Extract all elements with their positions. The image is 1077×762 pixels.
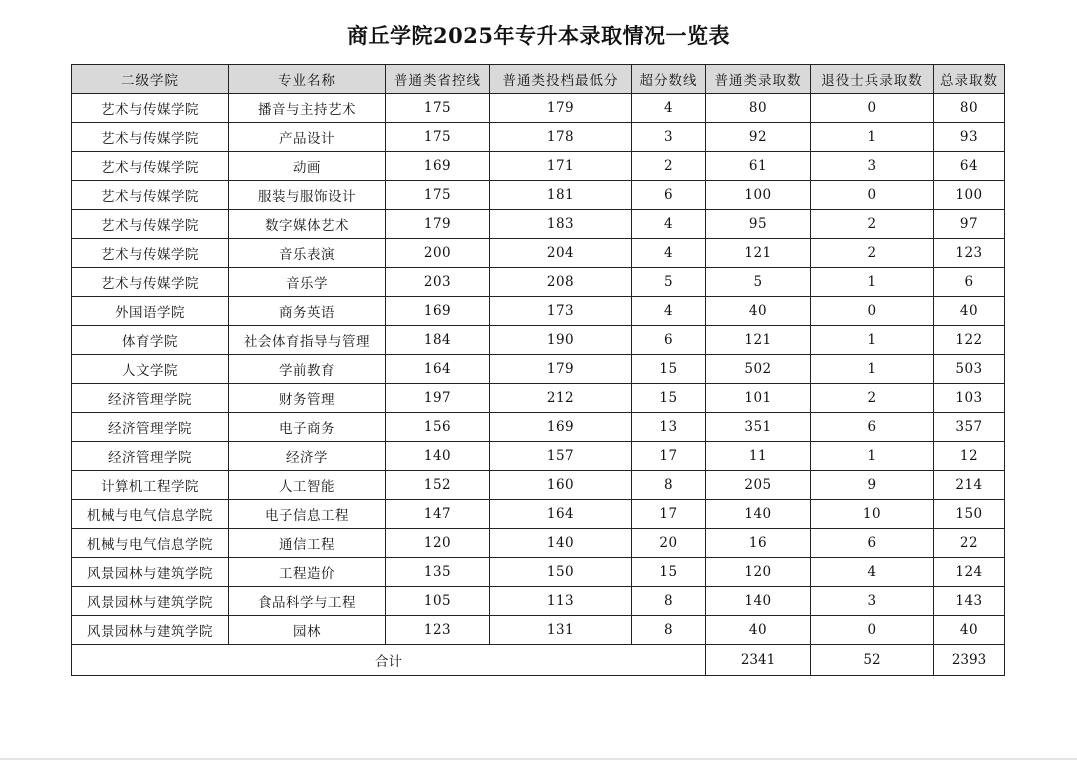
cell-min-score: 208: [490, 268, 632, 297]
cell-major: 音乐学: [229, 268, 386, 297]
cell-regular-admitted: 11: [706, 442, 811, 471]
cell-regular-admitted: 95: [706, 210, 811, 239]
cell-total-admitted: 214: [934, 471, 1005, 500]
cell-min-score: 160: [490, 471, 632, 500]
cell-min-score: 131: [490, 616, 632, 645]
cell-total-admitted: 40: [934, 616, 1005, 645]
column-header-control-line: 普通类省控线: [386, 65, 490, 94]
cell-over-line: 15: [632, 355, 706, 384]
cell-veteran-admitted: 0: [811, 297, 934, 326]
cell-total-admitted: 503: [934, 355, 1005, 384]
column-header-min-score: 普通类投档最低分: [490, 65, 632, 94]
table-row: [72, 181, 1005, 210]
cell-regular-admitted: 80: [706, 94, 811, 123]
cell-control-line: 175: [386, 181, 490, 210]
cell-control-line: 105: [386, 587, 490, 616]
cell-veteran-admitted: 0: [811, 181, 934, 210]
cell-regular-admitted: 502: [706, 355, 811, 384]
cell-over-line: 3: [632, 123, 706, 152]
cell-college: 艺术与传媒学院: [72, 268, 229, 297]
cell-major: 社会体育指导与管理: [229, 326, 386, 355]
cell-college: 艺术与传媒学院: [72, 239, 229, 268]
cell-total-admitted: 150: [934, 500, 1005, 529]
cell-regular-admitted: 120: [706, 558, 811, 587]
cell-total-admitted: 93: [934, 123, 1005, 152]
cell-college: 艺术与传媒学院: [72, 210, 229, 239]
total-regular: 2341: [706, 645, 811, 676]
cell-total-admitted: 123: [934, 239, 1005, 268]
cell-total-admitted: 12: [934, 442, 1005, 471]
cell-regular-admitted: 121: [706, 326, 811, 355]
cell-min-score: 181: [490, 181, 632, 210]
cell-total-admitted: 80: [934, 94, 1005, 123]
cell-veteran-admitted: 9: [811, 471, 934, 500]
cell-over-line: 6: [632, 326, 706, 355]
cell-over-line: 13: [632, 413, 706, 442]
table-row: [72, 587, 1005, 616]
cell-veteran-admitted: 2: [811, 384, 934, 413]
cell-veteran-admitted: 1: [811, 123, 934, 152]
column-header-major: 专业名称: [229, 65, 386, 94]
cell-control-line: 120: [386, 529, 490, 558]
cell-control-line: 175: [386, 123, 490, 152]
cell-control-line: 179: [386, 210, 490, 239]
cell-college: 经济管理学院: [72, 413, 229, 442]
cell-veteran-admitted: 4: [811, 558, 934, 587]
column-header-total-admitted: 总录取数: [934, 65, 1005, 94]
cell-over-line: 4: [632, 239, 706, 268]
cell-over-line: 2: [632, 152, 706, 181]
table-row: [72, 268, 1005, 297]
cell-regular-admitted: 205: [706, 471, 811, 500]
cell-control-line: 175: [386, 94, 490, 123]
cell-college: 体育学院: [72, 326, 229, 355]
page-bottom-divider: [0, 758, 1077, 760]
cell-regular-admitted: 100: [706, 181, 811, 210]
cell-college: 经济管理学院: [72, 442, 229, 471]
cell-total-admitted: 143: [934, 587, 1005, 616]
cell-veteran-admitted: 1: [811, 355, 934, 384]
cell-college: 计算机工程学院: [72, 471, 229, 500]
cell-total-admitted: 100: [934, 181, 1005, 210]
cell-min-score: 150: [490, 558, 632, 587]
cell-over-line: 4: [632, 94, 706, 123]
total-overall: 2393: [934, 645, 1005, 676]
cell-over-line: 17: [632, 500, 706, 529]
total-label: 合计: [72, 645, 706, 676]
cell-veteran-admitted: 1: [811, 326, 934, 355]
table-row: [72, 210, 1005, 239]
cell-over-line: 17: [632, 442, 706, 471]
cell-over-line: 5: [632, 268, 706, 297]
table-row: [72, 413, 1005, 442]
cell-min-score: 169: [490, 413, 632, 442]
cell-major: 通信工程: [229, 529, 386, 558]
cell-veteran-admitted: 2: [811, 210, 934, 239]
table-row: [72, 384, 1005, 413]
cell-veteran-admitted: 0: [811, 94, 934, 123]
cell-major: 播音与主持艺术: [229, 94, 386, 123]
cell-college: 艺术与传媒学院: [72, 94, 229, 123]
cell-veteran-admitted: 1: [811, 268, 934, 297]
cell-total-admitted: 22: [934, 529, 1005, 558]
total-veteran: 52: [811, 645, 934, 676]
cell-veteran-admitted: 1: [811, 442, 934, 471]
cell-major: 数字媒体艺术: [229, 210, 386, 239]
cell-min-score: 164: [490, 500, 632, 529]
cell-total-admitted: 6: [934, 268, 1005, 297]
table-row: [72, 326, 1005, 355]
cell-major: 学前教育: [229, 355, 386, 384]
cell-regular-admitted: 351: [706, 413, 811, 442]
table-row: [72, 94, 1005, 123]
table-row: [72, 558, 1005, 587]
cell-over-line: 15: [632, 384, 706, 413]
cell-control-line: 169: [386, 152, 490, 181]
cell-control-line: 147: [386, 500, 490, 529]
table-body: [72, 94, 1005, 645]
cell-over-line: 8: [632, 616, 706, 645]
cell-over-line: 15: [632, 558, 706, 587]
table-row: [72, 471, 1005, 500]
cell-regular-admitted: 92: [706, 123, 811, 152]
cell-regular-admitted: 5: [706, 268, 811, 297]
cell-major: 食品科学与工程: [229, 587, 386, 616]
cell-major: 音乐表演: [229, 239, 386, 268]
cell-major: 财务管理: [229, 384, 386, 413]
cell-major: 电子商务: [229, 413, 386, 442]
cell-regular-admitted: 140: [706, 587, 811, 616]
cell-min-score: 157: [490, 442, 632, 471]
cell-total-admitted: 122: [934, 326, 1005, 355]
cell-control-line: 197: [386, 384, 490, 413]
cell-total-admitted: 124: [934, 558, 1005, 587]
cell-veteran-admitted: 10: [811, 500, 934, 529]
cell-control-line: 135: [386, 558, 490, 587]
cell-control-line: 156: [386, 413, 490, 442]
cell-min-score: 171: [490, 152, 632, 181]
cell-major: 电子信息工程: [229, 500, 386, 529]
table-row: [72, 529, 1005, 558]
cell-college: 风景园林与建筑学院: [72, 558, 229, 587]
cell-control-line: 184: [386, 326, 490, 355]
table-row: [72, 152, 1005, 181]
cell-over-line: 20: [632, 529, 706, 558]
cell-veteran-admitted: 3: [811, 587, 934, 616]
cell-min-score: 204: [490, 239, 632, 268]
cell-total-admitted: 97: [934, 210, 1005, 239]
cell-over-line: 6: [632, 181, 706, 210]
admission-table: [71, 64, 1005, 676]
cell-college: 外国语学院: [72, 297, 229, 326]
cell-college: 艺术与传媒学院: [72, 181, 229, 210]
cell-regular-admitted: 40: [706, 616, 811, 645]
cell-veteran-admitted: 2: [811, 239, 934, 268]
cell-control-line: 140: [386, 442, 490, 471]
cell-college: 风景园林与建筑学院: [72, 587, 229, 616]
cell-major: 工程造价: [229, 558, 386, 587]
cell-college: 艺术与传媒学院: [72, 123, 229, 152]
cell-college: 机械与电气信息学院: [72, 529, 229, 558]
cell-college: 风景园林与建筑学院: [72, 616, 229, 645]
cell-veteran-admitted: 0: [811, 616, 934, 645]
cell-min-score: 140: [490, 529, 632, 558]
cell-veteran-admitted: 3: [811, 152, 934, 181]
cell-min-score: 178: [490, 123, 632, 152]
table-row: [72, 442, 1005, 471]
cell-over-line: 4: [632, 297, 706, 326]
cell-total-admitted: 103: [934, 384, 1005, 413]
cell-major: 产品设计: [229, 123, 386, 152]
cell-control-line: 203: [386, 268, 490, 297]
cell-regular-admitted: 140: [706, 500, 811, 529]
column-header-college: 二级学院: [72, 65, 229, 94]
cell-total-admitted: 64: [934, 152, 1005, 181]
cell-veteran-admitted: 6: [811, 529, 934, 558]
cell-regular-admitted: 16: [706, 529, 811, 558]
column-header-regular-admitted: 普通类录取数: [706, 65, 811, 94]
cell-total-admitted: 40: [934, 297, 1005, 326]
table-row: [72, 500, 1005, 529]
cell-control-line: 169: [386, 297, 490, 326]
cell-control-line: 200: [386, 239, 490, 268]
header-row: [72, 65, 1005, 94]
cell-total-admitted: 357: [934, 413, 1005, 442]
cell-over-line: 4: [632, 210, 706, 239]
table-row: [72, 355, 1005, 384]
cell-college: 人文学院: [72, 355, 229, 384]
cell-major: 商务英语: [229, 297, 386, 326]
page-title: 商丘学院2025年专升本录取情况一览表: [347, 23, 730, 48]
total-row: [72, 645, 1005, 676]
cell-min-score: 173: [490, 297, 632, 326]
cell-college: 机械与电气信息学院: [72, 500, 229, 529]
cell-control-line: 152: [386, 471, 490, 500]
table-row: [72, 239, 1005, 268]
cell-major: 园林: [229, 616, 386, 645]
cell-min-score: 179: [490, 94, 632, 123]
cell-regular-admitted: 40: [706, 297, 811, 326]
cell-control-line: 164: [386, 355, 490, 384]
cell-min-score: 113: [490, 587, 632, 616]
table-row: [72, 297, 1005, 326]
cell-college: 经济管理学院: [72, 384, 229, 413]
cell-major: 经济学: [229, 442, 386, 471]
cell-control-line: 123: [386, 616, 490, 645]
table-row: [72, 123, 1005, 152]
cell-regular-admitted: 121: [706, 239, 811, 268]
cell-major: 服装与服饰设计: [229, 181, 386, 210]
cell-min-score: 190: [490, 326, 632, 355]
column-header-veteran-admitted: 退役士兵录取数: [811, 65, 934, 94]
cell-min-score: 179: [490, 355, 632, 384]
cell-over-line: 8: [632, 471, 706, 500]
cell-college: 艺术与传媒学院: [72, 152, 229, 181]
column-header-over-line: 超分数线: [632, 65, 706, 94]
cell-major: 动画: [229, 152, 386, 181]
cell-over-line: 8: [632, 587, 706, 616]
cell-min-score: 183: [490, 210, 632, 239]
cell-major: 人工智能: [229, 471, 386, 500]
cell-min-score: 212: [490, 384, 632, 413]
cell-veteran-admitted: 6: [811, 413, 934, 442]
cell-regular-admitted: 101: [706, 384, 811, 413]
cell-regular-admitted: 61: [706, 152, 811, 181]
table-row: [72, 616, 1005, 645]
